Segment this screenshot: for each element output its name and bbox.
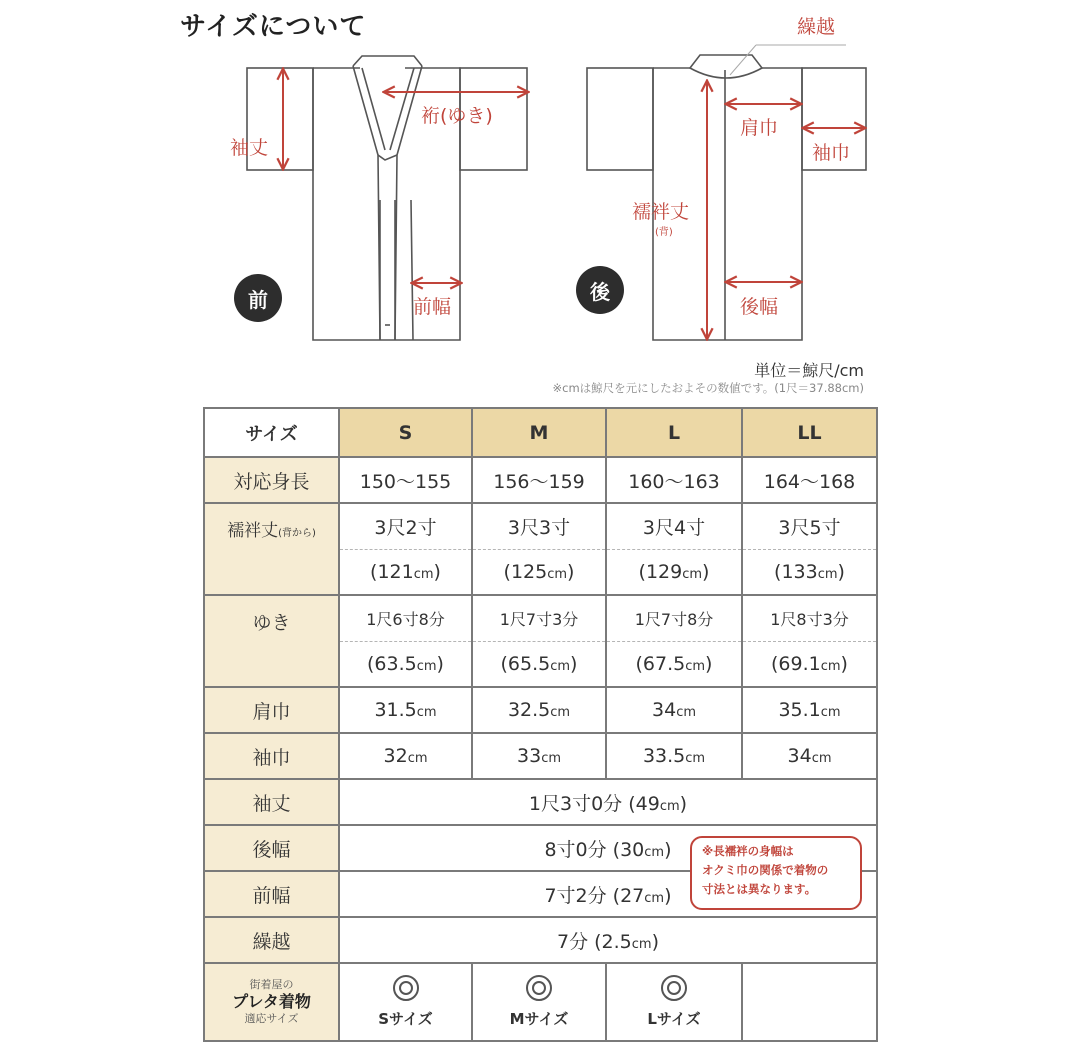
cell: 31.5cm bbox=[339, 687, 472, 733]
table-row-sodehaba bbox=[204, 733, 877, 779]
cell: 160〜163 bbox=[606, 457, 742, 503]
cell: (69.1cm) bbox=[742, 641, 877, 687]
cell: 1尺6寸8分 bbox=[339, 595, 472, 641]
size-header-s: S bbox=[339, 408, 472, 457]
row-label: 肩巾 bbox=[204, 687, 339, 733]
cell: (63.5cm) bbox=[339, 641, 472, 687]
unit-label: 単位＝鯨尺/cm bbox=[754, 361, 864, 380]
size-header-ll: LL bbox=[742, 408, 877, 457]
table-row-yuki-shaku bbox=[204, 595, 877, 641]
row-label: 袖巾 bbox=[204, 733, 339, 779]
label-back-width: 後幅 bbox=[740, 296, 779, 318]
label-front-width: 前幅 bbox=[413, 296, 452, 318]
cell: 35.1cm bbox=[742, 687, 877, 733]
width-note-callout: ※長襦袢の身幅は オクミ巾の関係で着物の 寸法とは異なります。 bbox=[690, 836, 862, 910]
label-sleeve-width: 袖巾 bbox=[812, 142, 851, 164]
cell: (133cm) bbox=[742, 549, 877, 595]
row-label-pret: 街着屋の プレタ着物 適応サイズ bbox=[204, 963, 339, 1041]
cell: (65.5cm) bbox=[472, 641, 606, 687]
fit-cell-m: Mサイズ bbox=[472, 963, 606, 1041]
label-sleeve-length: 袖丈 bbox=[230, 137, 269, 159]
row-label: ゆき bbox=[204, 595, 339, 687]
table-row-sodetake bbox=[204, 779, 877, 825]
label-juban-length-sub: (背) bbox=[655, 227, 673, 238]
cell: 33.5cm bbox=[606, 733, 742, 779]
double-circle-icon bbox=[661, 975, 687, 1001]
kurikoshi-leader bbox=[730, 45, 756, 75]
cell-merged: 8寸0分 (30cm) bbox=[339, 825, 877, 871]
row-label: 前幅 bbox=[204, 871, 339, 917]
cell: 34cm bbox=[606, 687, 742, 733]
corner-cell: サイズ bbox=[204, 408, 339, 457]
cell: 156〜159 bbox=[472, 457, 606, 503]
fit-cell-l: Lサイズ bbox=[606, 963, 742, 1041]
double-circle-icon bbox=[393, 975, 419, 1001]
cell: 150〜155 bbox=[339, 457, 472, 503]
cell: 3尺2寸 bbox=[339, 503, 472, 549]
cell: (125cm) bbox=[472, 549, 606, 595]
back-kimono-outline bbox=[587, 55, 866, 340]
cell: 3尺5寸 bbox=[742, 503, 877, 549]
size-header-l: L bbox=[606, 408, 742, 457]
table-row-pret bbox=[204, 963, 877, 1041]
fit-cell-s: Sサイズ bbox=[339, 963, 472, 1041]
row-label: 対応身長 bbox=[204, 457, 339, 503]
front-kimono-outline bbox=[247, 56, 527, 340]
cell-merged: 7分 (2.5cm) bbox=[339, 917, 877, 963]
cell: 3尺4寸 bbox=[606, 503, 742, 549]
page-title: サイズについて bbox=[180, 12, 367, 42]
table-row-juban-shaku bbox=[204, 503, 877, 549]
cell: 1尺8寸3分 bbox=[742, 595, 877, 641]
cell: 33cm bbox=[472, 733, 606, 779]
kimono-diagram bbox=[0, 0, 1080, 400]
size-header-m: M bbox=[472, 408, 606, 457]
front-badge: 前 bbox=[234, 274, 282, 322]
cell: 164〜168 bbox=[742, 457, 877, 503]
label-shoulder-width: 肩巾 bbox=[740, 117, 779, 139]
cell: 34cm bbox=[742, 733, 877, 779]
label-yuki: 裄(ゆき) bbox=[421, 105, 493, 127]
fit-cell-ll bbox=[742, 963, 877, 1041]
cell: (129cm) bbox=[606, 549, 742, 595]
row-label: 襦袢丈(背から) bbox=[204, 503, 339, 595]
cell: 32cm bbox=[339, 733, 472, 779]
cell: 32.5cm bbox=[472, 687, 606, 733]
label-kurikoshi: 繰越 bbox=[797, 16, 836, 38]
header-row bbox=[204, 408, 877, 457]
row-label: 繰越 bbox=[204, 917, 339, 963]
size-table bbox=[203, 407, 878, 1042]
cell: 3尺3寸 bbox=[472, 503, 606, 549]
label-juban-length: 襦袢丈 bbox=[632, 201, 690, 223]
cell: (67.5cm) bbox=[606, 641, 742, 687]
back-badge: 後 bbox=[576, 266, 624, 314]
row-label: 袖丈 bbox=[204, 779, 339, 825]
conversion-note: ※cmは鯨尺を元にしたおよその数値です。(1尺＝37.88cm) bbox=[552, 381, 864, 395]
cell: (121cm) bbox=[339, 549, 472, 595]
cell: 1尺7寸8分 bbox=[606, 595, 742, 641]
cell-merged: 7寸2分 (27cm) bbox=[339, 871, 877, 917]
table-row-katahaba bbox=[204, 687, 877, 733]
row-label: 後幅 bbox=[204, 825, 339, 871]
cell: 1尺7寸3分 bbox=[472, 595, 606, 641]
table-row-height bbox=[204, 457, 877, 503]
cell-merged: 1尺3寸0分 (49cm) bbox=[339, 779, 877, 825]
double-circle-icon bbox=[526, 975, 552, 1001]
table-row-kurikoshi bbox=[204, 917, 877, 963]
